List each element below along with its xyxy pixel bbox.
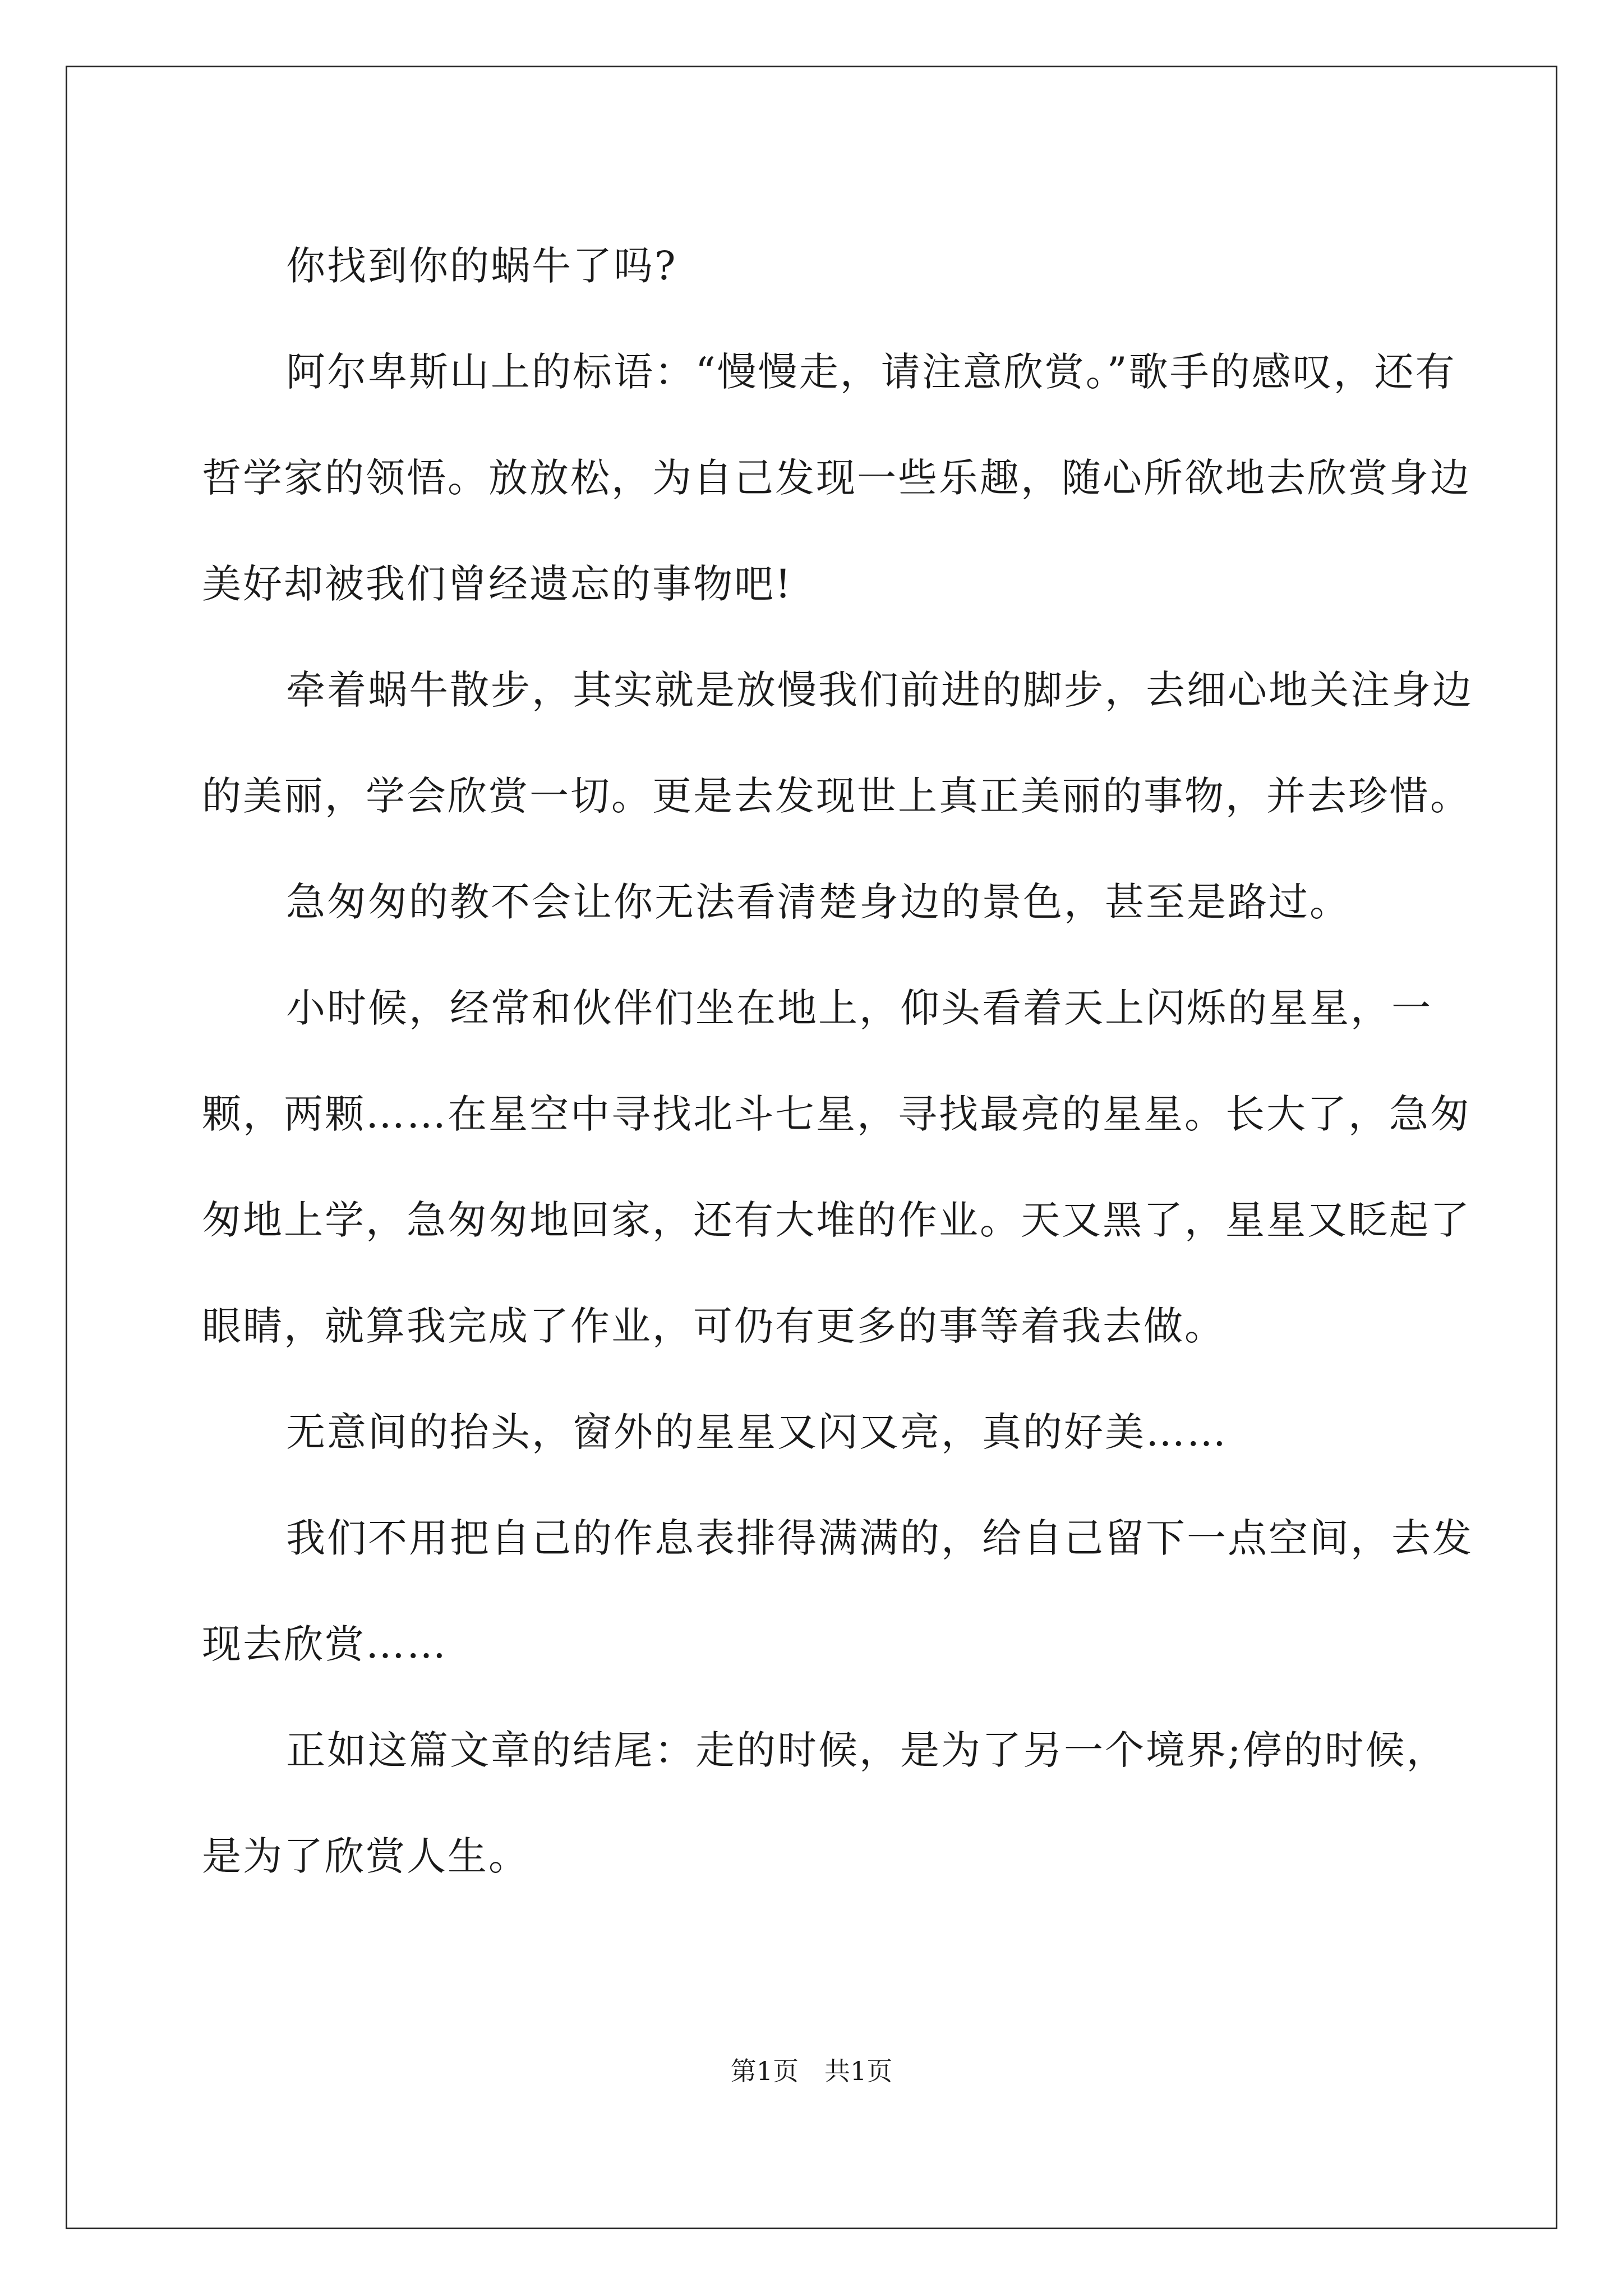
- paragraph-6: 无意间的抬头，窗外的星星又闪又亮，真的好美……: [286, 1409, 1228, 1455]
- paragraph-3: 牵着蜗牛散步，其实就是放慢我们前进的脚步，去细心地关注身边的美丽，学会欣赏一切。更是去发现世上真正美丽的事物，并去珍惜。: [202, 667, 1473, 819]
- paragraph-1: 你找到你的蜗牛了吗?: [286, 243, 677, 289]
- paragraph-5: 小时候，经常和伙伴们坐在地上，仰头看着天上闪烁的星星，一颗，两颗……在星空中寻找北斗七星，寻找最亮的星星。长大了，急匆匆地上学，急匆匆地回家，还有大堆的作业。天又黑了，星星又眨起了眼睛，就算我完成了作业，可仍有更多的事等着我去做。: [202, 985, 1471, 1349]
- paragraph-8: 正如这篇文章的结尾：走的时候，是为了另一个境界;停的时候，是为了欣赏人生。: [202, 1727, 1447, 1879]
- paragraph-2: 阿尔卑斯山上的标语：“慢慢走，请注意欣赏。”歌手的感叹，还有哲学家的领悟。放放松，为自己发现一些乐趣，随心所欲地去欣赏身边美好却被我们曾经遗忘的事物吧!: [202, 349, 1471, 607]
- paragraph-7: 我们不用把自己的作息表排得满满的，给自己留下一点空间，去发现去欣赏……: [202, 1515, 1473, 1667]
- document-body: [202, 213, 1475, 1910]
- paragraph-4: 急匆匆的教不会让你无法看清楚身边的景色，甚至是路过。: [286, 879, 1350, 925]
- page-footer: 第1页 共1页: [730, 2056, 893, 2086]
